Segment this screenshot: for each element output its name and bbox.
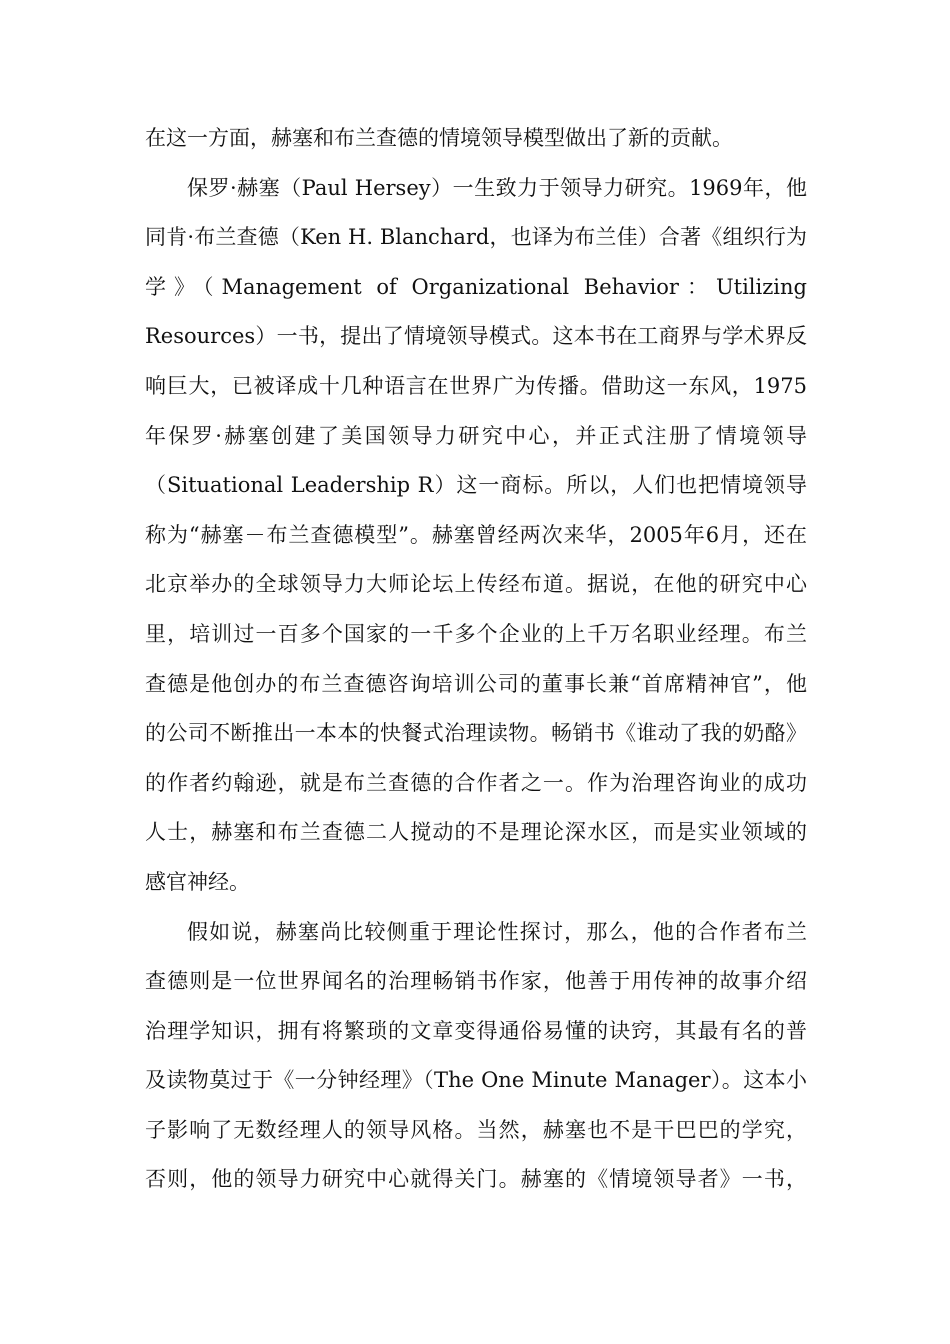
- text-line: 里，培训过一百多个国家的一千多个企业的上千万名职业经理。布兰: [145, 621, 807, 646]
- text-line: 学》（Management of Organizational Behavior：Utilizing: [145, 274, 807, 299]
- text-line: 子影响了无数经理人的领导风格。当然，赫塞也不是干巴巴的学究，: [145, 1117, 807, 1142]
- text-line: 及读物莫过于《一分钟经理》（The One Minute Manager）。这本小: [145, 1068, 807, 1093]
- text-line: Resources）一书，提出了情境领导模式。这本书在工商界与学术界反: [145, 324, 807, 349]
- text-line: 否则，他的领导力研究中心就得关门。赫塞的《情境领导者》一书，: [145, 1167, 807, 1192]
- text-line: 同肯·布兰查德（Ken H. Blanchard，也译为布兰佳）合著《组织行为: [145, 225, 807, 250]
- text-line: 称为“赫塞－布兰查德模型”。赫塞曾经两次来华，2005年6月，还在: [145, 522, 807, 547]
- text-line: 保罗·赫塞（Paul Hersey）一生致力于领导力研究。1969年，他: [187, 175, 807, 200]
- text-line: 的公司不断推出一本本的快餐式治理读物。畅销书《谁动了我的奶酪》: [145, 721, 807, 746]
- text-line: 治理学知识，拥有将繁琐的文章变得通俗易懂的诀窍，其最有名的普: [145, 1018, 807, 1043]
- text-line: 响巨大，已被译成十几种语言在世界广为传播。借助这一东风，1975: [145, 373, 807, 398]
- text-line: 北京举办的全球领导力大师论坛上传经布道。据说，在他的研究中心: [145, 572, 807, 597]
- text-line: 的作者约翰逊，就是布兰查德的合作者之一。作为治理咨询业的成功: [145, 770, 807, 795]
- text-line: 人士，赫塞和布兰查德二人搅动的不是理论深水区，而是实业领域的: [145, 820, 807, 845]
- text-line: 查德则是一位世界闻名的治理畅销书作家，他善于用传神的故事介绍: [145, 969, 807, 994]
- text-line: 假如说，赫塞尚比较侧重于理论性探讨，那么，他的合作者布兰: [187, 919, 807, 944]
- text-line: （Situational Leadership R）这一商标。所以，人们也把情境领导: [145, 473, 807, 498]
- text-line: 感官神经。: [145, 869, 250, 894]
- text-line: 查德是他创办的布兰查德咨询培训公司的董事长兼“首席精神官”，他: [145, 671, 807, 696]
- text-line: 在这一方面，赫塞和布兰查德的情境领导模型做出了新的贡献。: [145, 126, 733, 150]
- body-text: [145, 114, 807, 1205]
- text-line: 年保罗·赫塞创建了美国领导力研究中心，并正式注册了情境领导: [145, 423, 807, 448]
